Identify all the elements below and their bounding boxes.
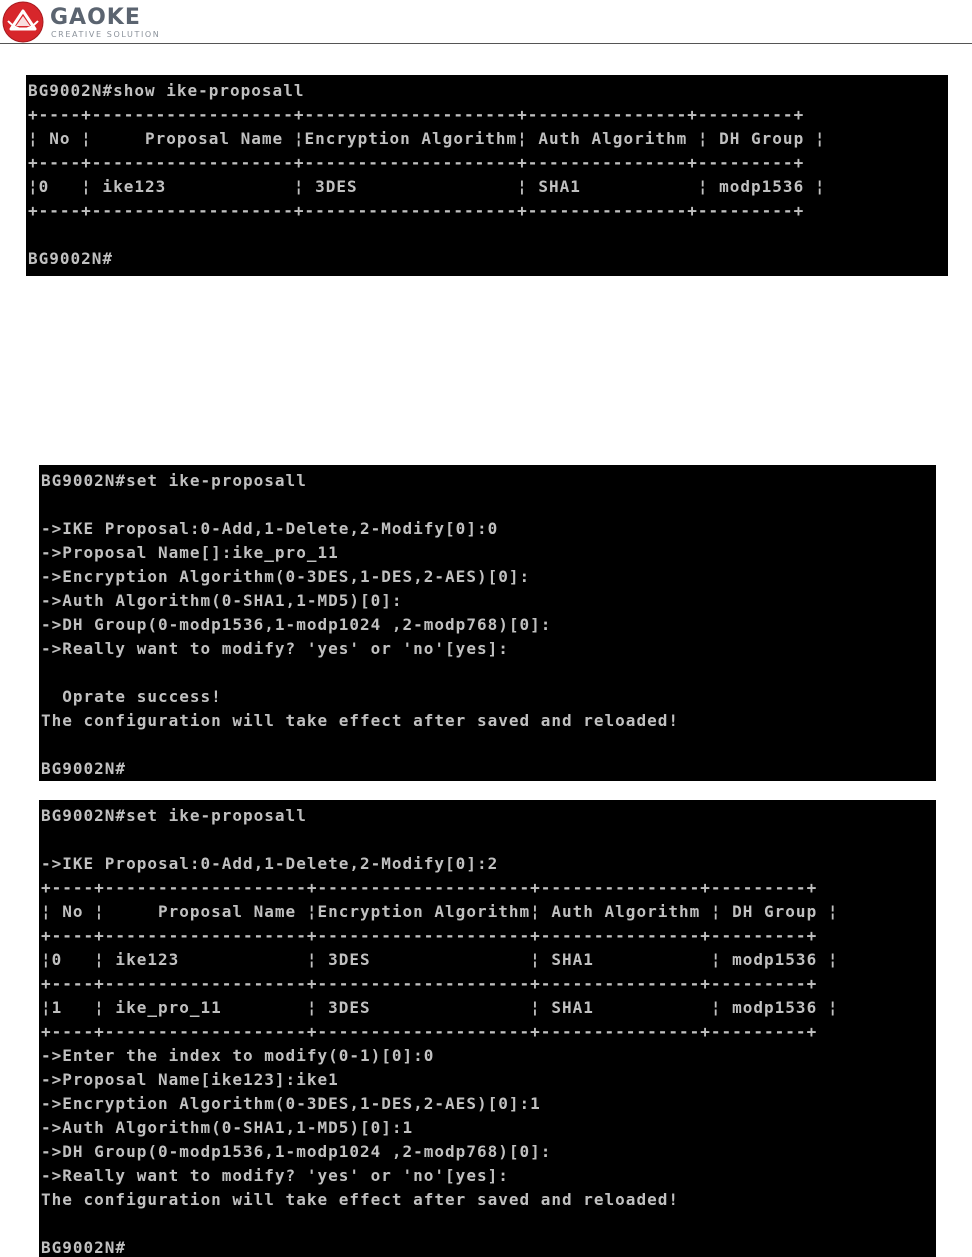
terminal-line — [41, 733, 936, 757]
terminal-line: BG9002N# — [41, 1238, 127, 1257]
brand-name: GAOKE — [50, 5, 141, 30]
terminal-line: The configuration will take effect after saved and reloaded! — [41, 1190, 679, 1209]
terminal-line: ->Auth Algorithm(0-SHA1,1-MD5)[0]: — [41, 591, 403, 610]
terminal-line: BG9002N# — [28, 249, 114, 268]
terminal-line: ¦1 ¦ ike_pro_11 ¦ 3DES ¦ SHA1 ¦ modp1536 ¦ — [41, 998, 839, 1017]
terminal-line: +----+-------------------+--------------------+---------------+---------+ — [41, 926, 818, 945]
terminal-line: ->DH Group(0-modp1536,1-modp1024 ,2-modp768)[0]: — [41, 1142, 552, 1161]
terminal-line: BG9002N#show ike-proposall — [28, 81, 305, 100]
terminal-line: ¦ No ¦ Proposal Name ¦Encryption Algorithm¦ Auth Algorithm ¦ DH Group ¦ — [28, 129, 826, 148]
terminal-line: ->DH Group(0-modp1536,1-modp1024 ,2-modp768)[0]: — [41, 615, 552, 634]
terminal-line — [41, 1212, 936, 1236]
terminal-line: ->Encryption Algorithm(0-3DES,1-DES,2-AES)[0]:1 — [41, 1094, 541, 1113]
terminal-show-ike-proposal — [26, 75, 948, 276]
terminal-line: ->IKE Proposal:0-Add,1-Delete,2-Modify[0]:2 — [41, 854, 499, 873]
terminal-line: ->Auth Algorithm(0-SHA1,1-MD5)[0]:1 — [41, 1118, 414, 1137]
terminal-line — [41, 828, 936, 852]
terminal-line: Oprate success! — [41, 687, 222, 706]
document-header — [0, 0, 972, 44]
terminal-line: ->Really want to modify? 'yes' or 'no'[yes]: — [41, 639, 509, 658]
terminal-line: ->Really want to modify? 'yes' or 'no'[yes]: — [41, 1166, 509, 1185]
terminal-line: BG9002N#set ike-proposall — [41, 471, 307, 490]
terminal-modify-ike-proposal — [39, 800, 936, 1257]
terminal-add-ike-proposal — [39, 465, 936, 781]
terminal-line: BG9002N# — [41, 759, 127, 778]
terminal-line: ¦ No ¦ Proposal Name ¦Encryption Algorithm¦ Auth Algorithm ¦ DH Group ¦ — [41, 902, 839, 921]
terminal-line: +----+-------------------+--------------------+---------------+---------+ — [41, 1022, 818, 1041]
terminal-line: ¦0 ¦ ike123 ¦ 3DES ¦ SHA1 ¦ modp1536 ¦ — [41, 950, 839, 969]
header-divider — [0, 43, 972, 44]
terminal-line: ¦0 ¦ ike123 ¦ 3DES ¦ SHA1 ¦ modp1536 ¦ — [28, 177, 826, 196]
terminal-line — [41, 661, 936, 685]
terminal-line — [41, 493, 936, 517]
terminal-line: BG9002N#set ike-proposall — [41, 806, 307, 825]
terminal-line: +----+-------------------+--------------------+---------------+---------+ — [28, 105, 805, 124]
terminal-line: ->IKE Proposal:0-Add,1-Delete,2-Modify[0]:0 — [41, 519, 499, 538]
gaoke-logo-icon — [2, 1, 44, 43]
terminal-line: +----+-------------------+--------------------+---------------+---------+ — [28, 153, 805, 172]
terminal-line: +----+-------------------+--------------------+---------------+---------+ — [28, 201, 805, 220]
terminal-line: ->Enter the index to modify(0-1)[0]:0 — [41, 1046, 435, 1065]
brand-tagline: CREATIVE SOLUTION — [51, 30, 161, 39]
terminal-line: +----+-------------------+--------------------+---------------+---------+ — [41, 974, 818, 993]
terminal-line: The configuration will take effect after saved and reloaded! — [41, 711, 679, 730]
terminal-line: +----+-------------------+--------------------+---------------+---------+ — [41, 878, 818, 897]
terminal-line: ->Encryption Algorithm(0-3DES,1-DES,2-AES)[0]: — [41, 567, 531, 586]
terminal-line — [28, 223, 948, 247]
terminal-line: ->Proposal Name[ike123]:ike1 — [41, 1070, 339, 1089]
terminal-line: ->Proposal Name[]:ike_pro_11 — [41, 543, 339, 562]
